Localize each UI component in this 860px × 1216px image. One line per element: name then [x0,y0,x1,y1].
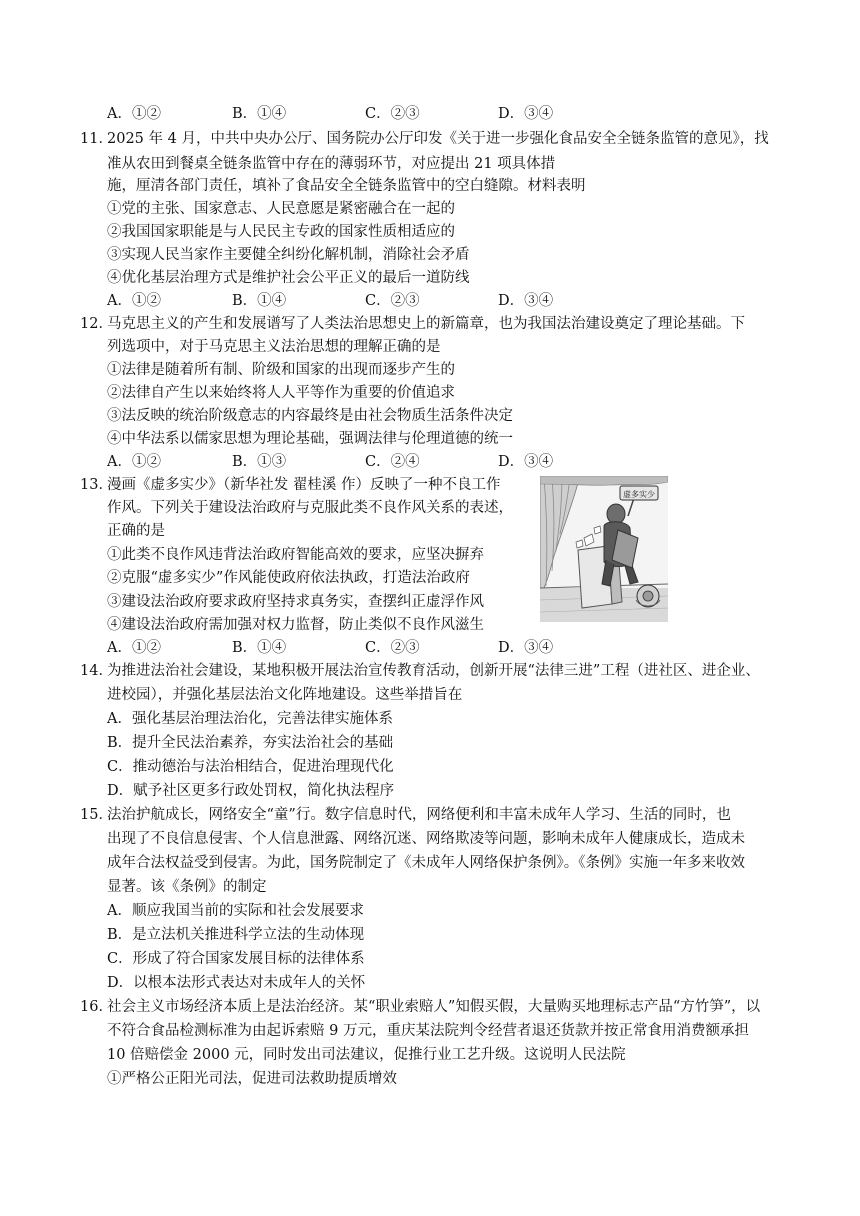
q11-option-d: D．③④ [498,293,554,309]
q15-stem-line: 出现了不良信息侵害、个人信息泄露、网络沉迷、网络欺凌等问题，影响未成年人健康成长，造成未 [107,831,745,847]
q11-item: ①党的主张、国家意志、人民意愿是紧密融合在一起的 [107,201,455,217]
q13-stem-line: 漫画《虚多实少》（新华社发 翟桂溪 作）反映了一种不良工作 [107,477,501,493]
q13-stem-line: 正确的是 [107,523,165,539]
q10-option-c: C．②③ [365,106,420,122]
q16-stem-line: 不符合食品检测标准为由起诉索赔 9 万元，重庆某法院判令经营者退还货款并按正常食用消费额承担 [107,1023,749,1039]
q16-number: 16． [80,999,113,1015]
q10-option-a: A．①② [107,106,161,122]
q11-option-b: B．①④ [232,293,287,309]
q11-item: ④优化基层治理方式是维护社会公平正义的最后一道防线 [107,270,470,286]
q11-stem-line: 2025 年 4 月，中共中央办公厅、国务院办公厅印发《关于进一步强化食品安全全链条监管的意见》，找 [107,131,769,147]
q13-item: ①此类不良作风违背法治政府智能高效的要求，应坚决摒弃 [107,547,484,563]
q12-item: ②法律自产生以来始终将人人平等作为重要的价值追求 [107,385,455,401]
q12-item: ③法反映的统治阶级意志的内容最终是由社会物质生活条件决定 [107,408,513,424]
q14-stem-line: 进校园），并强化基层法治文化阵地建设。这些举措旨在 [107,687,463,703]
q13-item: ③建设法治政府要求政府坚持求真务实，查摆纠正虚浮作风 [107,594,484,610]
q15-number: 15． [80,807,113,823]
q14-option-c: C．推动德治与法治相结合，促进治理现代化 [107,759,394,775]
q11-number: 11． [80,131,113,147]
q12-number: 12． [80,316,113,332]
q14-number: 14． [80,663,113,679]
cartoon-image [540,476,668,622]
q11-stem-line: 施，厘清各部门责任，填补了食品安全全链条监管中的空白缝隙。材料表明 [107,178,586,194]
q15-option-b: B．是立法机关推进科学立法的生动体现 [107,927,365,943]
q13-number: 13． [80,477,113,493]
q12-item: ①法律是随着所有制、阶级和国家的出现而逐步产生的 [107,362,455,378]
q13-option-d: D．③④ [498,640,554,656]
q13-option-a: A．①② [107,640,161,656]
q12-item: ④中华法系以儒家思想为理论基础，强调法律与伦理道德的统一 [107,431,513,447]
q12-option-c: C．②④ [365,454,420,470]
q12-option-a: A．①② [107,454,161,470]
q15-stem-line: 法治护航成长，网络安全“童”行。数字信息时代，网络便利和丰富未成年人学习、生活的同时，也 [107,807,731,823]
cartoon-drawing [540,476,668,622]
cartoon-sign-text: 虚多实少 [623,490,655,499]
q14-option-d: D．赋予社区更多行政处罚权，简化执法程序 [107,783,395,799]
q12-option-d: D．③④ [498,454,554,470]
q12-stem-line: 马克思主义的产生和发展谱写了人类法治思想史上的新篇章，也为我国法治建设奠定了理论基础。下 [107,316,745,332]
q12-stem-line: 列选项中，对于马克思主义法治思想的理解正确的是 [107,339,441,355]
cartoon-figure-head [607,504,625,524]
q10-option-d: D．③④ [498,106,554,122]
q13-item: ④建设法治政府需加强对权力监督，防止类似不良作风滋生 [107,617,484,633]
q11-option-a: A．①② [107,293,161,309]
q14-option-b: B．提升全民法治素养，夯实法治社会的基础 [107,735,394,751]
q16-stem-line: 10 倍赔偿金 2000 元，同时发出司法建议，促推行业工艺升级。这说明人民法院 [107,1047,626,1063]
q11-option-c: C．②③ [365,293,420,309]
q15-stem-line: 成年合法权益受到侵害。为此，国务院制定了《未成年人网络保护条例》。《条例》实施一年多来收效 [107,855,745,871]
q11-stem-line: 准从农田到餐桌全链条监管中存在的薄弱环节，对应提出 21 项具体措 [107,156,556,172]
q10-option-b: B．①④ [232,106,287,122]
q11-item: ③实现人民当家作主要健全纠纷化解机制，消除社会矛盾 [107,247,470,263]
q13-option-c: C．②③ [365,640,420,656]
q15-option-c: C．形成了符合国家发展目标的法律体系 [107,951,365,967]
q15-stem-line: 显著。该《条例》的制定 [107,879,267,895]
q14-stem-line: 为推进法治社会建设，某地积极开展法治宣传教育活动，创新开展“法律三进”工程（进社区、进企业、 [107,663,760,679]
q16-stem-line: 社会主义市场经济本质上是法治经济。某“职业索赔人”知假买假，大量购买地理标志产品“方竹笋”，以 [107,999,761,1015]
q16-item: ①严格公正阳光司法，促进司法救助提质增效 [107,1071,397,1087]
q15-option-a: A．顺应我国当前的实际和社会发展要求 [107,903,364,919]
q15-option-d: D．以根本法形式表达对未成年人的关怀 [107,975,366,991]
q13-stem-line: 作风。下列关于建设法治政府与克服此类不良作风关系的表述， [107,500,513,516]
q13-option-b: B．①④ [232,640,287,656]
q13-item: ②克服“虚多实少”作风能使政府依法执政，打造法治政府 [107,570,470,586]
q14-option-a: A．强化基层治理法治化，完善法律实施体系 [107,711,393,727]
q11-item: ②我国国家职能是与人民民主专政的国家性质相适应的 [107,224,455,240]
q12-option-b: B．①③ [232,454,287,470]
